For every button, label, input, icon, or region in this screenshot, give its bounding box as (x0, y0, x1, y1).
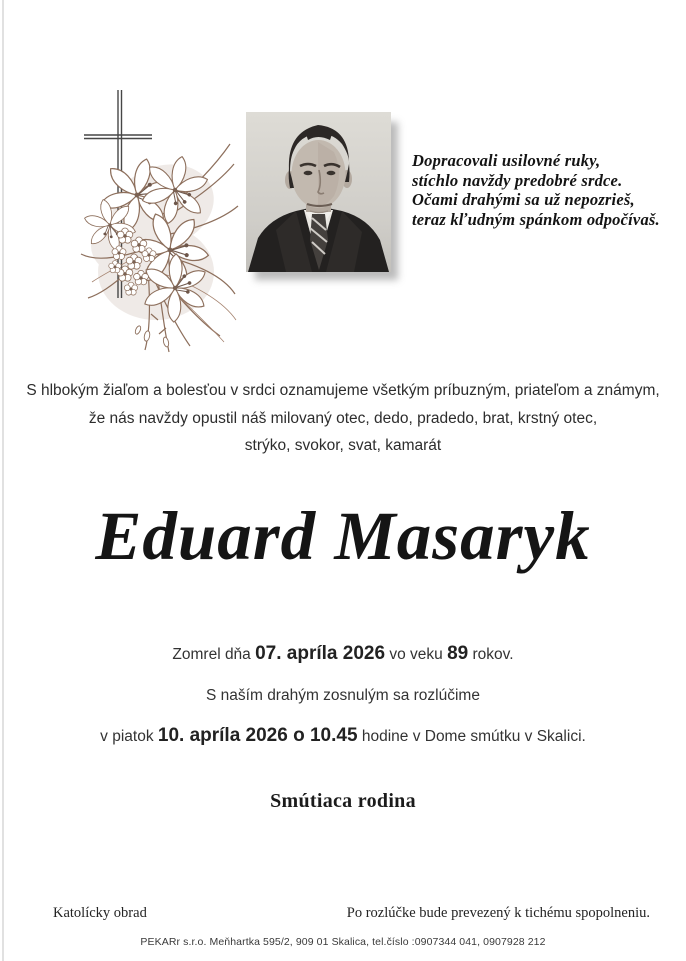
age-value: 89 (447, 643, 469, 664)
announcement-text (0, 377, 686, 460)
ceremony-prefix: v piatok (100, 728, 158, 745)
verse-line: teraz kľudným spánkom odpočívaš. (412, 209, 660, 229)
deceased-name: Eduard Masaryk (95, 498, 591, 574)
announcement-line: strýko, svokor, svat, kamarát (244, 437, 442, 454)
verse-line: Dopracovali usilovné ruky, (412, 151, 601, 170)
mourning-family-signature: Smútiaca rodina (270, 790, 416, 812)
death-line-prefix: Zomrel dňa (172, 646, 256, 663)
announcement-line: že nás navždy opustil náš milovaný otec, dedo, pradedo, brat, krstný otec, (88, 409, 598, 427)
death-date-line (0, 643, 686, 665)
verse-line: Očami drahými sa už nepozrieš, (412, 190, 635, 209)
ceremony-datetime: 10. apríla 2026 o 10.45 (157, 725, 358, 746)
farewell-line: S naším drahým zosnulým sa rozlúčime (206, 687, 480, 704)
cremation-note: Po rozlúčke bude prevezený k tichému spopolneniu. (346, 905, 650, 921)
memorial-verse (412, 151, 680, 229)
death-line-middle: vo veku (385, 646, 448, 663)
death-date: 07. apríla 2026 (255, 643, 386, 664)
announcement-line: S hlbokým žiaľom a bolesťou v srdci oznamujeme všetkým príbuzným, priateľom a známym, (26, 382, 660, 399)
cross-and-lilies-illustration (68, 84, 246, 362)
ceremony-line (0, 725, 686, 747)
portrait-photo-image (246, 112, 391, 272)
portrait-photo (246, 112, 391, 272)
rite-note: Katolícky obrad (53, 905, 147, 921)
verse-line: stíchlo navždy predobré srdce. (412, 170, 623, 190)
ceremony-suffix: hodine v Dome smútku v Skalici. (357, 728, 586, 745)
scan-edge-line (2, 0, 4, 961)
funeral-company-line: PEKARr s.r.o. Meňhartka 595/2, 909 01 Skalica, tel.číslo :0907344 041, 0907928 212 (140, 936, 546, 948)
death-line-suffix: rokov. (468, 646, 514, 663)
